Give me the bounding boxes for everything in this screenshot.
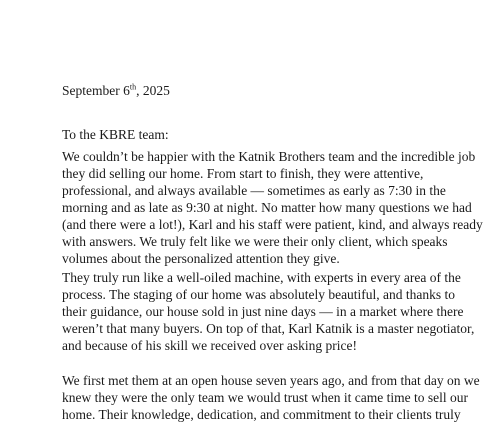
- paragraph-line: morning and as late as 9:30 at night. No matter how many questions we had: [62, 200, 472, 215]
- paragraph-line: process. The staging of our home was absolutely beautiful, and thanks to: [62, 287, 456, 302]
- paragraph-line: with answers. We truly felt like we were their only client, which speaks: [62, 234, 448, 249]
- date-ordinal-suffix: th: [129, 82, 137, 92]
- paragraph-line: (and there were a lot!), Karl and his staff were patient, kind, and always ready: [62, 217, 483, 232]
- paragraph-line: weren’t that many buyers. On top of that, Karl Katnik is a master negotiator,: [62, 321, 475, 336]
- paragraph-line: home. Their knowledge, dedication, and commitment to their clients truly: [62, 407, 461, 422]
- letter-salutation: To the KBRE team:: [62, 127, 169, 142]
- paragraph-line: volumes about the personalized attention they give.: [62, 251, 340, 266]
- paragraph-1: [62, 148, 502, 267]
- paragraph-line: We first met them at an open house seven years ago, and from that day on we: [62, 373, 480, 388]
- paragraph-line: We couldn’t be happier with the Katnik Brothers team and the incredible job: [62, 149, 476, 164]
- date-year: , 2025: [136, 83, 170, 98]
- paragraph-line: professional, and always available — sometimes as early as 7:30 in the: [62, 183, 446, 198]
- paragraph-line: knew they were the only team we would trust when it came time to sell our: [62, 390, 469, 405]
- paragraph-2: [62, 269, 502, 354]
- letter-date: [62, 82, 170, 99]
- paragraph-line: and because of his skill we received over asking price!: [62, 338, 358, 353]
- paragraph-3: [62, 372, 502, 423]
- paragraph-line: their guidance, our house sold in just nine days — in a market where there: [62, 304, 464, 319]
- paragraph-line: They truly run like a well-oiled machine, with experts in every area of the: [62, 270, 461, 285]
- paragraph-line: they did selling our home. From start to finish, they were attentive,: [62, 166, 424, 181]
- date-month-day: September 6: [62, 83, 130, 98]
